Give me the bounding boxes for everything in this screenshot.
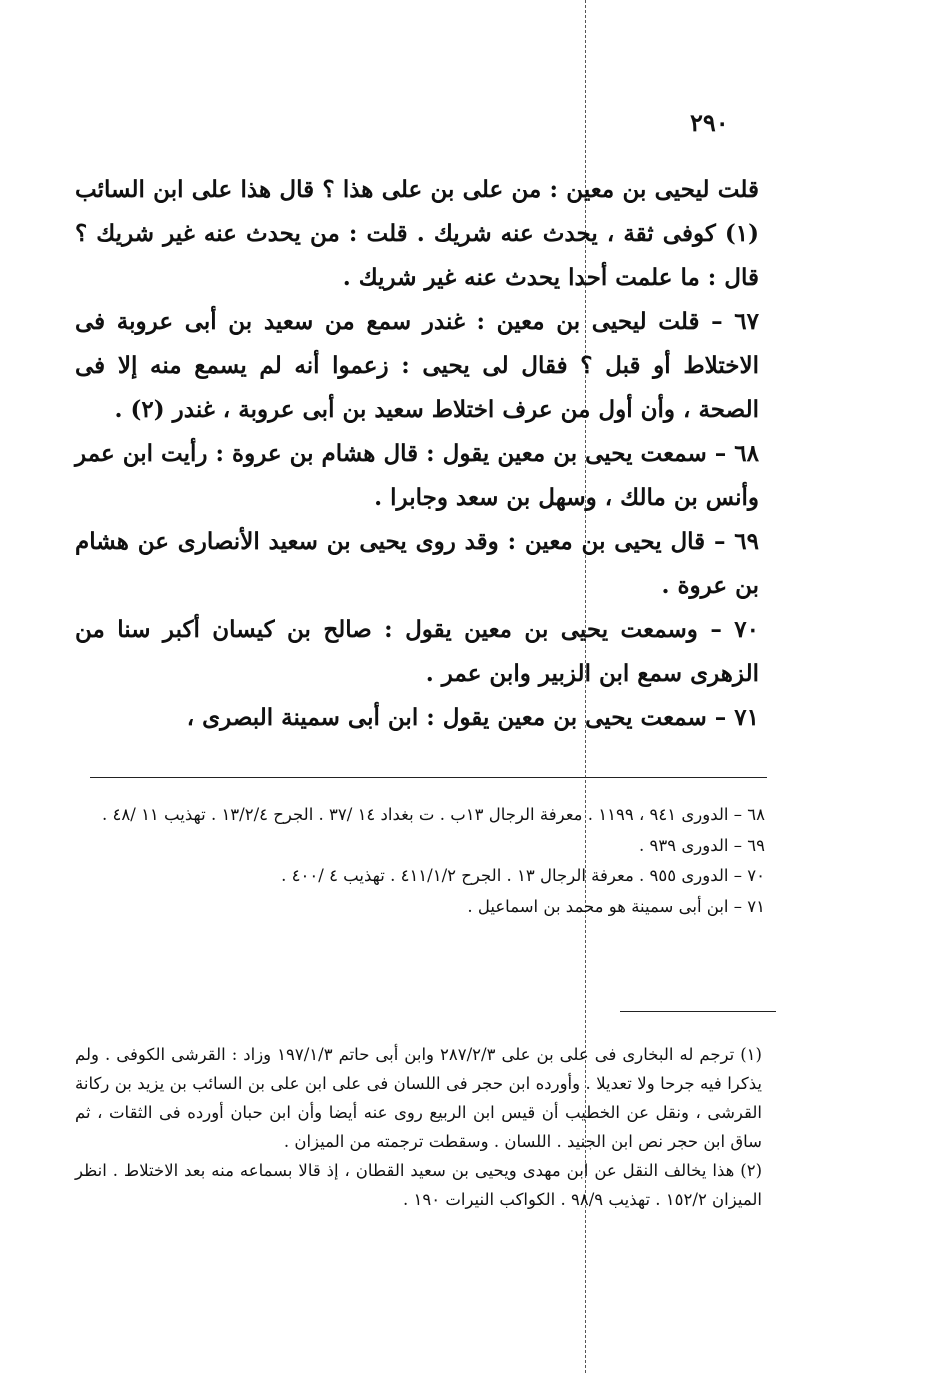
- paragraph-number: ٧٠ –: [710, 616, 759, 643]
- paragraph-66-continuation: قلت ليحيى بن معين : من على بن على هذا ؟ قال هذا على ابن السائب (١) كوفى ثقة ، يحدث عنه شريك . قلت : من يحدث عنه غير شريك ؟ قال : ما علمت أحدا يحدث عنه غير شريك .: [75, 176, 759, 291]
- footnotes-section: [75, 1040, 787, 1214]
- footnote-1: (١) ترجم له البخارى فى على بن على ٢٨٧/٢/٣ وابن أبى حاتم ١٩٧/١/٣ وزاد : القرشى الكوفى . ولم يذكرا فيه جرحا ولا تعديلا . وأورده ابن حجر فى اللسان فى على ابن على بن السائب بن يزيد بن ركانة القرشى ، ونقل عن الخطيب أن قيس ابن الربيع روى عنه أيضا وأن ابن حبان أورده فى الثقات ، ثم ساق ابن حجر نص ابن الجنيد . اللسان . وسقطت ترجمته من الميزان .: [75, 1045, 762, 1151]
- paragraph-text: قال يحيى بن معين : وقد روى يحيى بن سعيد الأنصارى عن هشام بن عروة .: [75, 528, 759, 599]
- footnote-divider: [620, 1011, 776, 1012]
- paragraph-69: [75, 520, 815, 608]
- paragraph-text: قلت ليحيى بن معين : غندر سمع من سعيد بن أبى عروبة فى الاختلاط أو قبل ؟ فقال لى يحيى : زعموا أنه لم يسمع منه إلا فى الصحة ، وأن أول من عرف اختلاط سعيد بن أبى عروبة ، غندر (٢) .: [75, 308, 759, 423]
- page-number: ٢٩٠: [690, 108, 729, 137]
- paragraph-number: ٦٧ –: [711, 308, 759, 335]
- reference-68: [75, 800, 790, 831]
- paragraph-71: [75, 696, 815, 740]
- paragraph-number: ٦٩ –: [713, 528, 759, 555]
- reference-text: الدورى ٩٥٥ . معرفة الرجال ١٣ . الجرح ٤١١/١/٢ . تهذيب ٤ /٤٠٠ .: [281, 866, 729, 885]
- reference-number: ٦٨ –: [733, 805, 765, 824]
- paragraph-68: [75, 432, 815, 520]
- paragraph-70: [75, 608, 815, 696]
- paragraph-text: سمعت يحيى بن معين يقول : قال هشام بن عروة : رأيت ابن عمر وأنس بن مالك ، وسهل بن سعد وجابرا .: [75, 440, 759, 511]
- footnote-2: (٢) هذا يخالف النقل عن ابن مهدى ويحيى بن سعيد القطان ، إذ قالا بسماعه منه بعد الاختلاط . انظر الميزان ١٥٢/٢ . تهذيب ٩٨/٩ . الكواكب النيرات ١٩٠ .: [75, 1161, 762, 1209]
- paragraph-number: ٦٨ –: [714, 440, 759, 467]
- reference-69: [75, 831, 790, 862]
- paragraph-text: سمعت يحيى بن معين يقول : ابن أبى سمينة البصرى ،: [186, 704, 707, 731]
- paragraph-text: وسمعت يحيى بن معين يقول : صالح بن كيسان أكبر سنا من الزهرى سمع ابن الزبير وابن عمر .: [75, 616, 759, 687]
- reference-number: ٦٩ –: [733, 835, 765, 855]
- reference-text: ابن أبى سمينة هو محمد بن اسماعيل .: [467, 896, 729, 916]
- reference-text: الدورى ٩٣٩ .: [639, 835, 729, 855]
- paragraph-number: ٧١ –: [714, 704, 759, 731]
- reference-71: [75, 892, 790, 923]
- reference-text: الدورى ٩٤١ ، ١١٩٩ . معرفة الرجال ١٣ب . ت بغداد ١٤ /٣٧ . الجرح ١٣/٢/٤ . تهذيب ١١ /٤٨ .: [102, 805, 729, 824]
- main-divider: [90, 777, 767, 778]
- reference-number: ٧١ –: [733, 896, 765, 916]
- references-section: [75, 800, 790, 922]
- main-text: [75, 168, 815, 740]
- reference-number: ٧٠ –: [733, 866, 765, 885]
- paragraph-67: [75, 300, 815, 432]
- reference-70: [75, 861, 790, 892]
